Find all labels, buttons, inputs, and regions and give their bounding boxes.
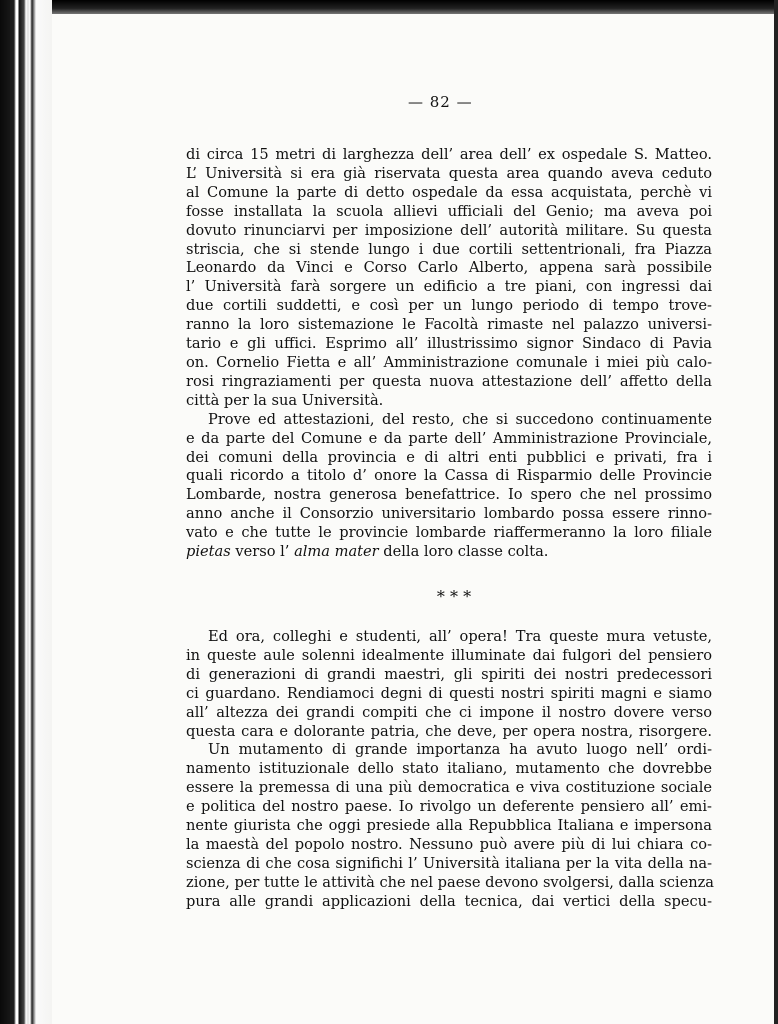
text-line: rosi ringraziamenti per questa nuova attestazione dell’ affetto della (186, 372, 712, 390)
text-line: namento istituzionale dello stato italiano, mutamento che dovrebbe (186, 760, 712, 778)
lower-text-block (186, 628, 712, 912)
text-line: Lombarde, nostra generosa benefattrice. Io spero che nel prossimo (186, 486, 712, 504)
text-line: di generazioni di grandi maestri, gli spiriti dei nostri predecessori (186, 665, 712, 683)
text-line: anno anche il Consorzio universitario lombardo possa essere rinno- (186, 505, 712, 523)
text-line: nente giurista che oggi presiede alla Repubblica Italiana e impersona (186, 817, 712, 835)
text-line: ranno la loro sistemazione le Facoltà rimaste nel palazzo universi- (186, 316, 712, 334)
text-line: Prove ed attestazioni, del resto, che si succedono continuamente (208, 410, 712, 428)
text-line: Leonardo da Vinci e Corso Carlo Alberto, appena sarà possibile (186, 259, 712, 277)
paragraph-4 (186, 741, 712, 911)
text-line-final (186, 543, 712, 562)
italic-pietas: pietas (186, 543, 231, 561)
text-fragment: della loro classe colta. (378, 543, 549, 561)
page-number: — 82 — (408, 93, 473, 111)
text-line: ci guardano. Rendiamoci degni di questi nostri spiriti magni e siamo (186, 684, 712, 702)
text-line: in queste aule solenni idealmente illuminate dai fulgori del pensiero (186, 646, 712, 664)
text-line: scienza di che cosa significhi l’ Università italiana per la vita della na- (186, 854, 712, 872)
scan-top-edge (0, 0, 778, 14)
text-line: Un mutamento di grande importanza ha avuto luogo nell’ ordi- (208, 741, 712, 759)
text-line: vato e che tutte le provincie lombarde riaffermeranno la loro filiale (186, 524, 712, 542)
text-line: e da parte del Comune e da parte dell’ Amministrazione Provinciale, (186, 429, 712, 447)
text-line: città per la sua Università. (186, 391, 384, 409)
paragraph-1 (186, 146, 712, 411)
text-line: dei comuni della provincia e di altri enti pubblici e privati, fra i (186, 448, 712, 466)
scan-right-edge (774, 0, 778, 1024)
text-line: on. Cornelio Fietta e all’ Amministrazione comunale i miei più calo- (186, 353, 712, 371)
text-line: questa cara e dolorante patria, che deve, per opera nostra, risorgere. (186, 722, 712, 740)
text-line: striscia, che si stende lungo i due cortili settentrionali, fra Piazza (186, 240, 712, 258)
text-line: Ed ora, colleghi e studenti, all’ opera! Tra queste mura vetuste, (208, 628, 712, 645)
paragraph-3 (186, 628, 712, 741)
book-binding-edge (0, 0, 52, 1024)
section-ornament-asterism: * * * (436, 587, 472, 606)
text-line: all’ altezza dei grandi compiti che ci impone il nostro dovere verso (186, 703, 712, 721)
text-line: quali ricordo a titolo d’ onore la Cassa di Risparmio delle Provincie (186, 467, 712, 485)
text-line: pura alle grandi applicazioni della tecnica, dai vertici della specu- (186, 892, 712, 910)
text-line: essere la premessa di una più democratica e viva costituzione sociale (186, 779, 712, 797)
paragraph-2 (186, 411, 712, 562)
text-line: fosse installata la scuola allievi ufficiali del Genio; ma aveva poi (186, 202, 712, 220)
text-line: tario e gli uffici. Esprimo all’ illustrissimo signor Sindaco di Pavia (186, 335, 712, 353)
text-line: l’ Università farà sorgere un edificio a tre piani, con ingressi dai (186, 278, 712, 296)
text-line: e politica del nostro paese. Io rivolgo un deferente pensiero all’ emi- (186, 798, 712, 816)
text-line: al Comune la parte di detto ospedale da essa acquistata, perchè vi (186, 183, 712, 201)
text-line: di circa 15 metri di larghezza dell’ area dell’ ex ospedale S. Matteo. (186, 146, 712, 163)
text-line: zione, per tutte le attività che nel paese devono svolgersi, dalla scienza (186, 873, 714, 891)
text-line: due cortili suddetti, e così per un lungo periodo di tempo trove- (186, 297, 712, 315)
text-fragment: verso l’ (230, 543, 295, 561)
text-line: L’ Università si era già riservata questa area quando aveva ceduto (186, 164, 712, 182)
text-line: dovuto rinunciarvi per imposizione dell’ autorità militare. Su questa (186, 221, 712, 239)
upper-text-block (186, 146, 712, 562)
italic-alma-mater: alma mater (294, 543, 379, 561)
text-line: la maestà del popolo nostro. Nessuno può avere più di lui chiara co- (186, 835, 712, 853)
